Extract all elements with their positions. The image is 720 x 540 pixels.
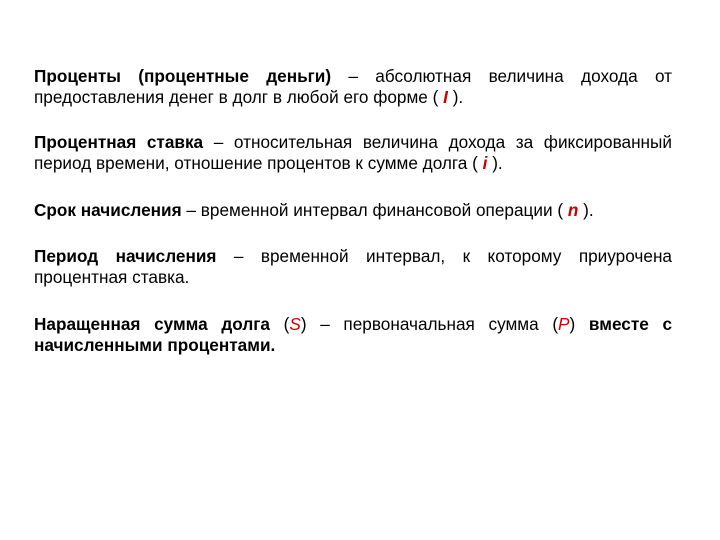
definition-accrual-term-text: – временной интервал финансовой операции ( (181, 200, 568, 220)
symbol-S: S (289, 314, 301, 334)
definition-interest (34, 66, 672, 108)
term-accrual-period: Период начисления (34, 246, 217, 266)
term-accrual-term: Срок начисления (34, 200, 182, 220)
definition-interest-rate-text: – относительная величина дохода за фиксированный период времени, отношение процентов к сумме долга ( (34, 132, 673, 173)
symbol-n: n (567, 200, 579, 220)
definition-accrued-amount-text-c: ) (569, 314, 589, 334)
term-interest: Проценты (процентные деньги) (34, 66, 332, 86)
definition-accrual-term (34, 200, 672, 221)
symbol-P: P (558, 314, 570, 334)
definition-accrual-term-after: ). (578, 200, 594, 220)
definition-accrual-period (34, 246, 672, 288)
definition-interest-rate-after: ). (487, 153, 503, 173)
term-interest-rate: Процентная ставка (34, 132, 204, 152)
term-accrued-amount: Наращенная сумма долга (34, 314, 270, 334)
definition-accrued-amount (34, 314, 672, 356)
term-accrued-amount-tail: вместе с начисленными процентами. (34, 314, 673, 355)
slide-content (34, 66, 672, 356)
definition-accrued-amount-text-b: ) – первоначальная сумма ( (300, 314, 559, 334)
definition-interest-rate (34, 132, 672, 174)
definition-interest-text: – абсолютная величина дохода от предоставления денег в долг в любой его форме ( (34, 66, 672, 107)
symbol-I: I (443, 87, 448, 107)
definition-accrued-amount-text-a: ( (270, 314, 290, 334)
symbol-i: i (482, 153, 488, 173)
definition-interest-after: ). (447, 87, 464, 107)
definition-accrual-period-text: – временной интервал, к которому приурочена процентная ставка. (34, 246, 672, 287)
